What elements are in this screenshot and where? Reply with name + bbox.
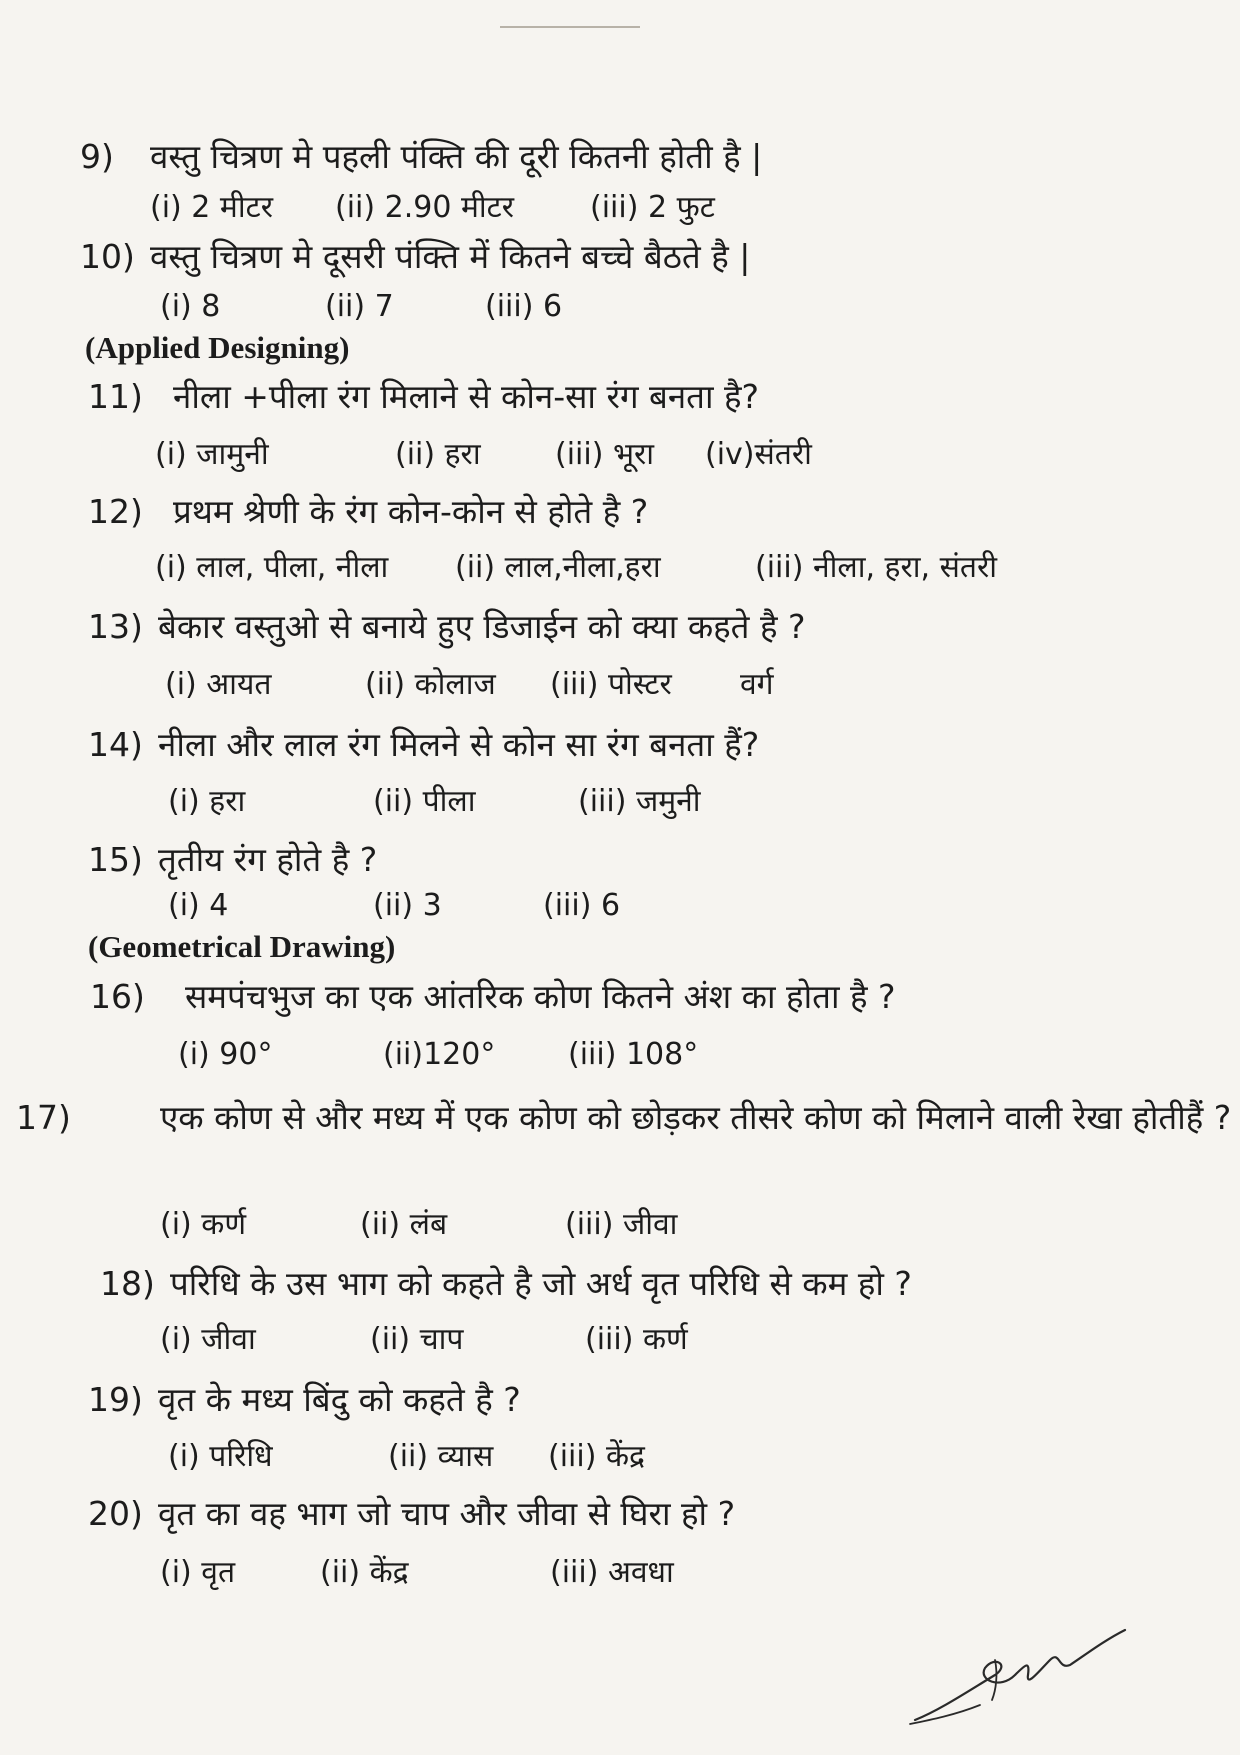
options-11	[155, 435, 812, 475]
option: (ii) पीला	[373, 784, 476, 819]
option: (ii) चाप	[370, 1322, 464, 1357]
option: (iii) 2 फुट	[590, 190, 715, 225]
question-number: 18)	[100, 1264, 155, 1303]
options-9	[150, 188, 715, 228]
option: (i) वृत	[160, 1555, 236, 1590]
option: (iii) पोस्टर	[550, 667, 672, 702]
question-19	[88, 1378, 521, 1422]
option: (iii) 108°	[568, 1037, 699, 1072]
option: (iii) कर्ण	[585, 1322, 688, 1357]
question-text: वस्तु चित्रण मे दूसरी पंक्ति में कितने बच्चे बैठते है |	[150, 237, 751, 276]
question-text: तृतीय रंग होते है ?	[158, 840, 378, 879]
question-9	[80, 135, 762, 179]
question-text: समपंचभुज का एक आंतरिक कोण कितने अंश का होता है ?	[185, 977, 896, 1016]
option: (i) 2 मीटर	[150, 190, 274, 225]
question-text: वृत का वह भाग जो चाप और जीवा से घिरा हो ?	[158, 1494, 736, 1533]
section-heading-geometrical-drawing: (Geometrical Drawing)	[88, 929, 396, 964]
question-number: 13)	[88, 607, 143, 646]
question-text: प्रथम श्रेणी के रंग कोन-कोन से होते है ?	[173, 492, 649, 531]
question-13	[88, 605, 806, 649]
option: (ii) 2.90 मीटर	[335, 190, 515, 225]
option: (iii) 6	[543, 888, 621, 923]
section-heading-applied-designing: (Applied Designing)	[85, 330, 350, 365]
option: (iii) केंद्र	[548, 1439, 645, 1474]
options-17	[160, 1205, 677, 1245]
handwritten-signature-icon	[900, 1620, 1130, 1730]
question-number: 11)	[88, 377, 143, 416]
question-text: परिधि के उस भाग को कहते है जो अर्ध वृत परिधि से कम हो ?	[170, 1264, 912, 1303]
options-19	[168, 1437, 645, 1477]
question-number: 15)	[88, 840, 143, 879]
option: वर्ग	[740, 667, 774, 702]
options-18	[160, 1320, 688, 1360]
options-12	[155, 548, 997, 588]
question-14	[88, 723, 759, 767]
option: (ii)120°	[383, 1037, 496, 1072]
option: (ii) हरा	[395, 437, 481, 472]
question-number: 19)	[88, 1380, 143, 1419]
option: (iii) जीवा	[565, 1207, 678, 1242]
option: (iii) भूरा	[555, 437, 655, 472]
option: (i) लाल, पीला, नीला	[155, 550, 389, 585]
question-12	[88, 490, 648, 534]
option: (i) 4	[168, 888, 229, 923]
question-10	[80, 235, 750, 279]
question-text: वस्तु चित्रण मे पहली पंक्ति की दूरी कितनी होती है |	[150, 137, 763, 176]
option: (i) 8	[160, 289, 221, 324]
question-text: एक कोण से और मध्य में एक कोण को छोड़कर तीसरे कोण को मिलाने वाली रेखा होतीहैं ?	[160, 1098, 1232, 1137]
question-text: नीला +पीला रंग मिलाने से कोन-सा रंग बनता है?	[173, 377, 760, 416]
option: (i) जीवा	[160, 1322, 256, 1357]
options-10	[160, 287, 562, 327]
option: (i) जामुनी	[155, 437, 269, 472]
option: (i) आयत	[165, 667, 272, 702]
options-15	[168, 886, 620, 926]
options-14	[168, 782, 701, 822]
option: (ii) लंब	[360, 1207, 448, 1242]
question-number: 16)	[90, 977, 145, 1016]
option: (iii) 6	[485, 289, 563, 324]
question-18	[100, 1262, 912, 1306]
question-15	[88, 838, 377, 882]
option: (iii) नीला, हरा, संतरी	[755, 550, 998, 585]
option: (ii) 7	[325, 289, 394, 324]
question-16	[90, 975, 896, 1019]
option: (iv)संतरी	[705, 437, 812, 472]
options-16	[178, 1035, 698, 1075]
option: (ii) केंद्र	[320, 1555, 409, 1590]
question-number: 12)	[88, 492, 143, 531]
question-number: 17)	[16, 1098, 71, 1137]
question-text: नीला और लाल रंग मिलने से कोन सा रंग बनता हैं?	[158, 725, 760, 764]
option: (ii) लाल,नीला,हरा	[455, 550, 661, 585]
question-number: 20)	[88, 1494, 143, 1533]
options-20	[160, 1553, 674, 1593]
question-20	[88, 1492, 735, 1536]
option: (i) परिधि	[168, 1439, 273, 1474]
question-text: वृत के मध्य बिंदु को कहते है ?	[158, 1380, 521, 1419]
option: (ii) व्यास	[388, 1439, 494, 1474]
option: (ii) 3	[373, 888, 442, 923]
option: (iii) अवधा	[550, 1555, 674, 1590]
question-11	[88, 375, 759, 419]
option: (i) हरा	[168, 784, 246, 819]
question-number: 10)	[80, 237, 135, 276]
question-text: बेकार वस्तुओ से बनाये हुए डिजाईन को क्या कहते है ?	[158, 607, 806, 646]
option: (i) कर्ण	[160, 1207, 247, 1242]
question-number: 9)	[80, 137, 114, 176]
options-13	[165, 665, 774, 705]
question-number: 14)	[88, 725, 143, 764]
option: (ii) कोलाज	[365, 667, 496, 702]
option: (iii) जमुनी	[578, 784, 701, 819]
question-17	[16, 1088, 1240, 1148]
top-rule	[500, 26, 640, 28]
option: (i) 90°	[178, 1037, 273, 1072]
